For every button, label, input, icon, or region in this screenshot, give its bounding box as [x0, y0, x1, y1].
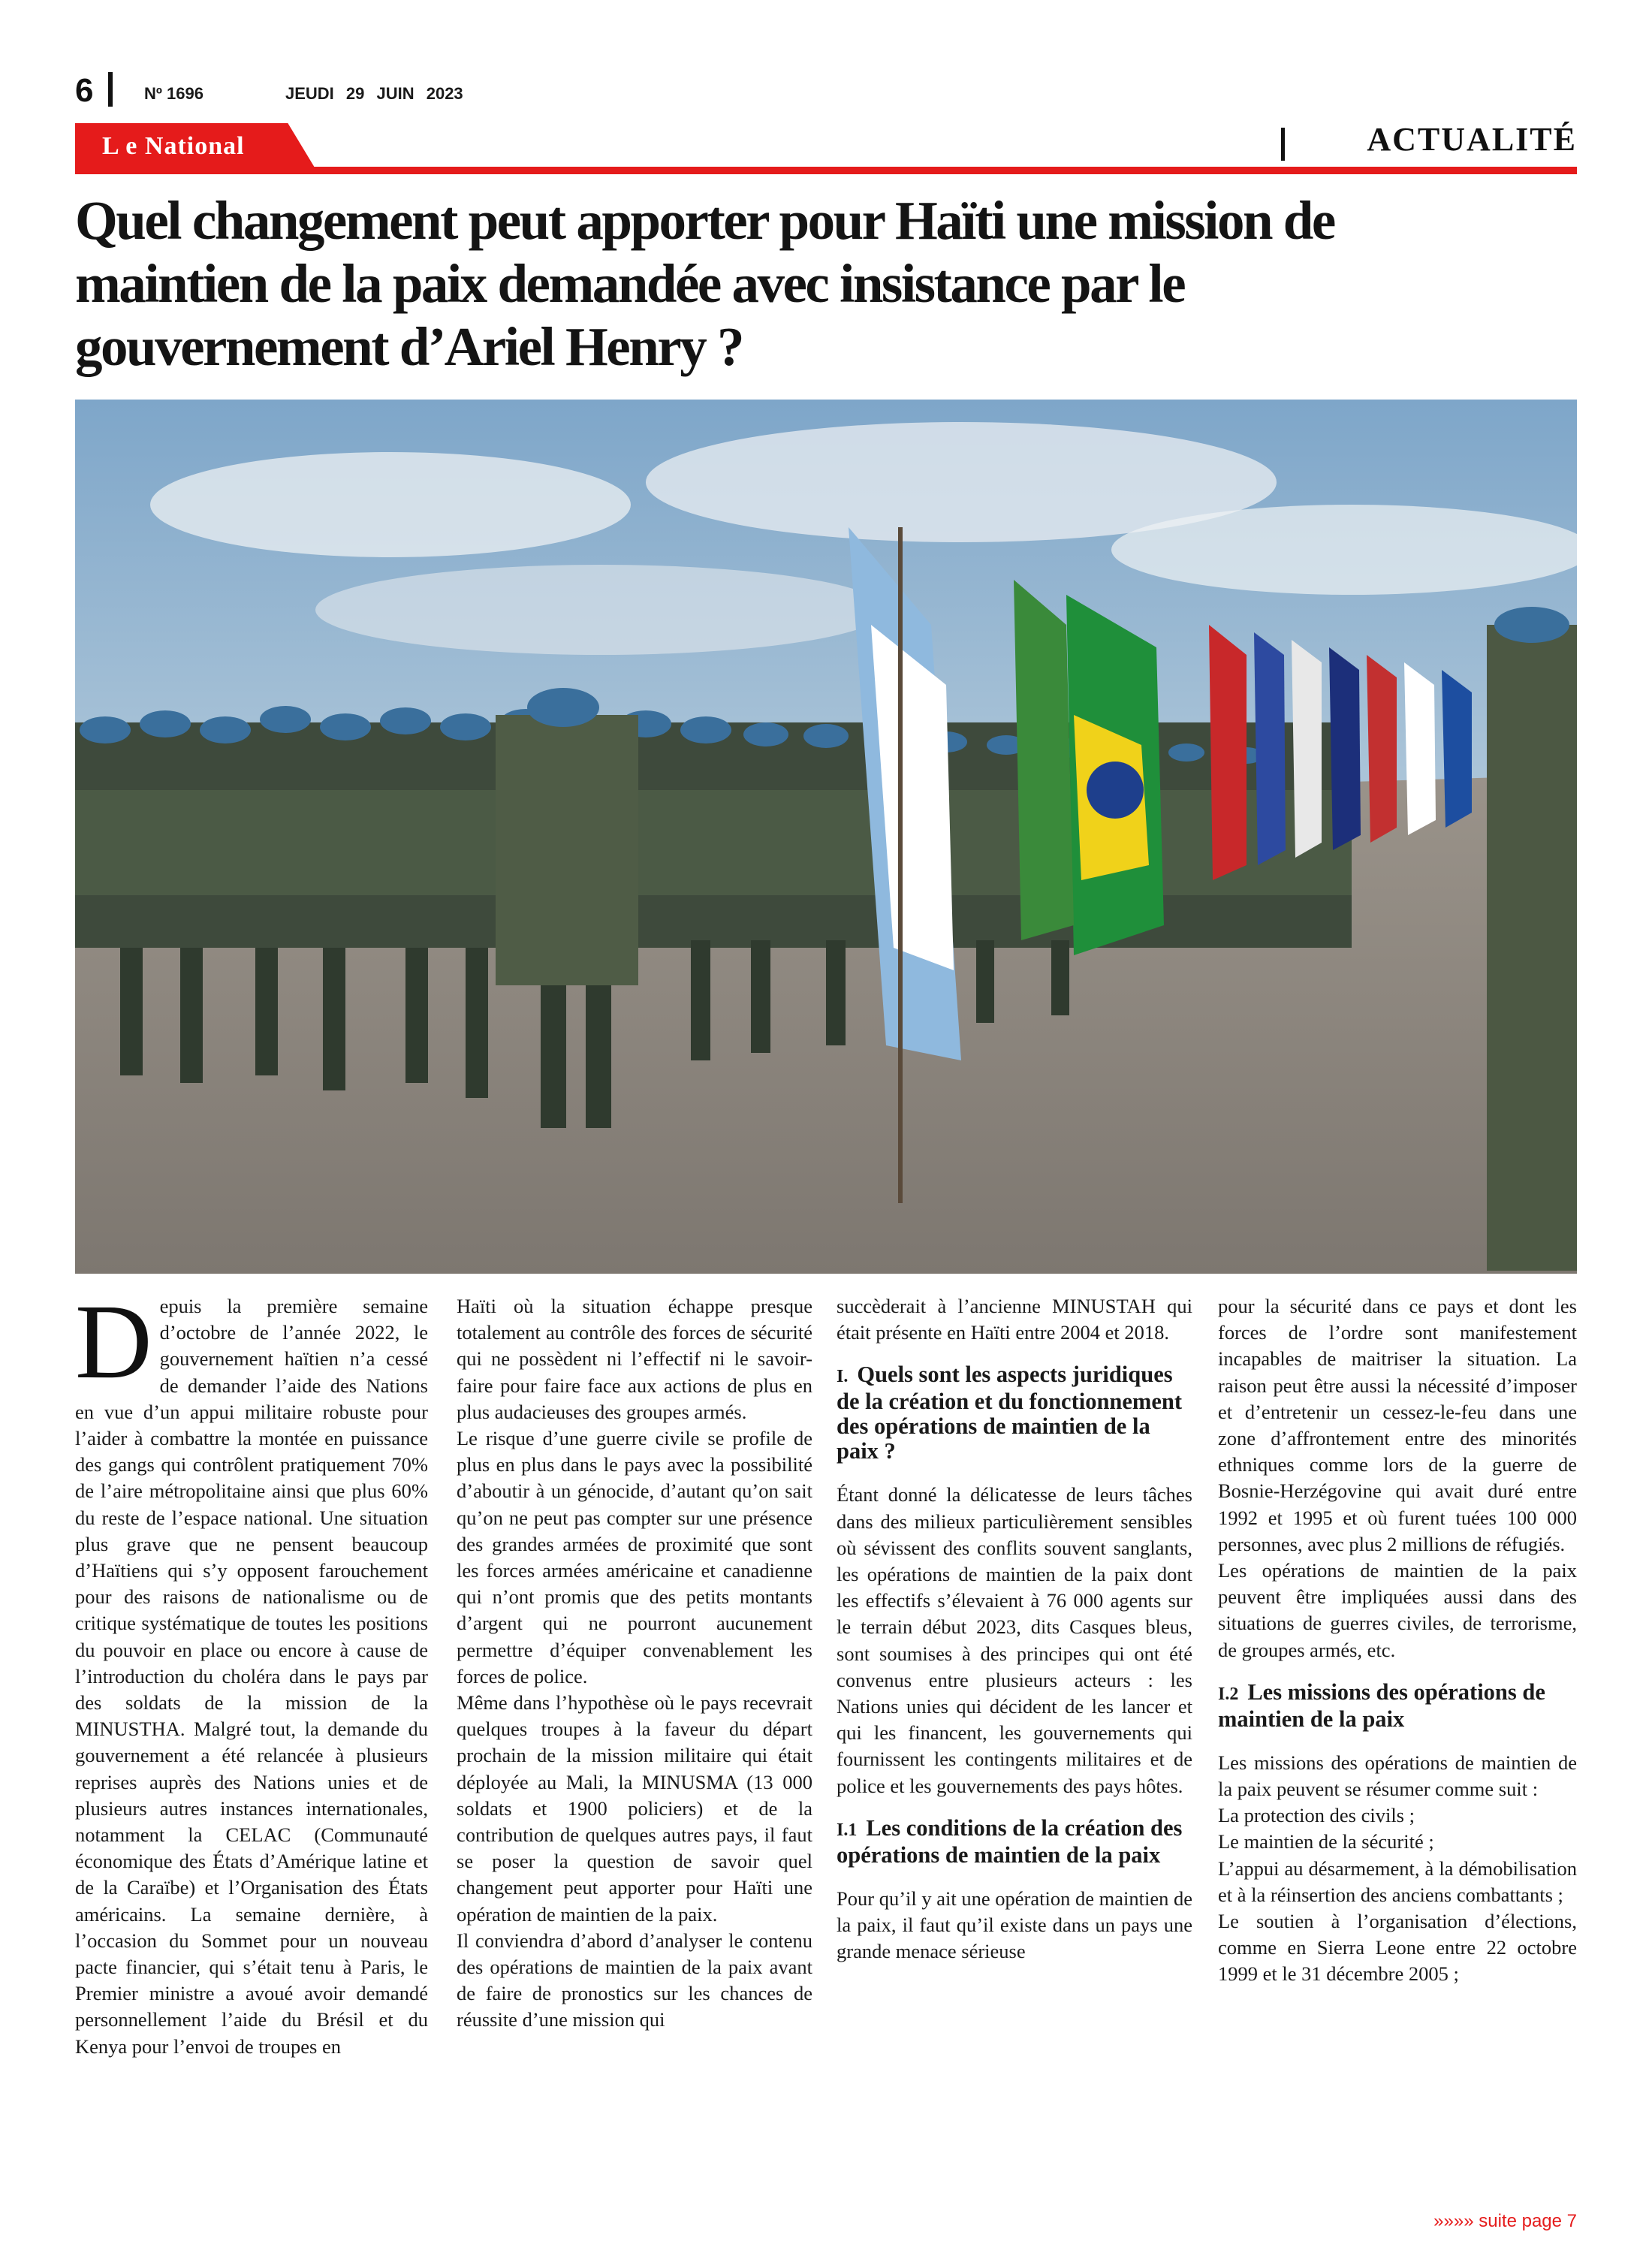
- paragraph: [75, 1282, 428, 2060]
- paragraph: Les missions des opérations de maintien de la paix peuvent se résumer comme suit :: [1218, 1751, 1577, 1801]
- paragraph: Étant donné la délicatesse de leurs tâches dans des milieux particulièrement sensibles où sévissent des conflits souvent sanglants, les opérations de maintien de la paix dont les effectifs s’élevaient à 76 000 agents sur le terrain début 2023, dits Casques bleus, sont soumises à des principes qui ont été convenus entre plusieurs acteurs : les Nations unies qui décident de les lancer et qui les financent, les gouvernements qui fournissent les contingents militaires et de police et les gouvernements des pays hôtes.: [837, 1483, 1192, 1797]
- drop-cap: D: [75, 1282, 152, 1401]
- article-photo: [75, 400, 1577, 1274]
- subheading: [837, 1816, 1192, 1868]
- paragraph: pour la sécurité dans ce pays et dont les forces de l’ordre sont manifestement incapables de maitriser la situation. La raison peut être aussi la nécessité d’imposer et d’entretenir un cessez-le-feu dans une zone d’affrontement entre des minorités ethniques comme lors de la guerre de Bosnie-Herzégovine qui avait duré entre 1992 et 1995 et où furent tuées 100 000 personnes, avec plus 2 millions de réfugiés.: [1218, 1295, 1577, 1555]
- paragraph: Le risque d’une guerre civile se profile de plus en plus dans le pays avec la possibilité d’aboutir à un génocide, d’autant qu’on sait qu’on ne peut pas compter sur une présence des grandes armées de proximité que sont les forces armées américaine et canadienne qui n’ont promis que des petits montants d’argent qui ne pourront aucunement permettre d’équiper convenablement les forces de police.: [457, 1427, 812, 1687]
- subheading-number: I.2: [1218, 1684, 1239, 1704]
- subheading-number: I.: [837, 1367, 849, 1387]
- paragraph: Il conviendra d’abord d’analyser le contenu des opérations de maintien de la paix avant de faire de pronostics sur les chances de réussite d’une mission qui: [457, 1929, 812, 2031]
- page-number-divider: [108, 72, 113, 107]
- subheading: [837, 1362, 1192, 1464]
- paragraph: succèderait à l’ancienne MINUSTAH qui était présente en Haïti entre 2004 et 2018.: [837, 1295, 1192, 1344]
- issue-number: Nº 1696: [144, 84, 203, 103]
- continued-link[interactable]: »»»» suite page 7: [1433, 2211, 1577, 2231]
- list-item: L’appui au désarmement, à la démobilisation et à la réinsertion des anciens combattants ;: [1218, 1856, 1577, 1906]
- subheading: [1218, 1680, 1577, 1732]
- subheading-number: I.1: [837, 1820, 858, 1840]
- section-divider: [1281, 128, 1285, 161]
- list-item: Le maintien de la sécurité ;: [1218, 1830, 1434, 1853]
- section-title: ACTUALITÉ: [1367, 121, 1577, 158]
- header-rule: [75, 167, 1577, 174]
- subheading-text: Les conditions de la création des opérations de maintien de la paix: [837, 1814, 1183, 1868]
- article-column-4: [1218, 1293, 1577, 1988]
- paragraph: Pour qu’il y ait une opération de maintien de la paix, il faut qu’il existe dans un pays une grande menace sérieuse: [837, 1887, 1192, 1963]
- issue-date: JEUDI 29 JUIN 2023: [285, 84, 463, 103]
- page-number: 6: [75, 72, 94, 109]
- subheading-text: Les missions des opérations de maintien de la paix: [1218, 1678, 1545, 1732]
- paragraph: Les opérations de maintien de la paix peuvent être impliquées aussi dans des situations de guerres civiles, de terrorisme, de groupes armés, etc.: [1218, 1559, 1577, 1661]
- list-item: La protection des civils ;: [1218, 1804, 1415, 1827]
- article-headline: Quel changement peut apporter pour Haïti une mission de maintien de la paix demandée avec insistance par le gouvernement d’Ariel Henry ?: [75, 190, 1334, 377]
- list-item: Le soutien à l’organisation d’élections, comme en Sierra Leone entre 22 octobre 1999 et le 31 décembre 2005 ;: [1218, 1910, 1577, 1986]
- subheading-text: Quels sont les aspects juridiques de la création et du fonctionnement des opérations de maintien de la paix ?: [837, 1362, 1182, 1464]
- paragraph: Haïti où la situation échappe presque totalement au contrôle des forces de sécurité qui ne possèdent ni l’effectif ni le savoir-faire pour faire face aux actions de plus en plus audacieuses des groupes armés.: [457, 1295, 812, 1423]
- article-column-3: [837, 1293, 1192, 1965]
- peacekeepers-parade-illustration: [75, 400, 1577, 1274]
- article-column-1: [75, 1282, 428, 2060]
- brand-label: L e National: [102, 132, 245, 160]
- paragraph: Même dans l’hypothèse où le pays recevrait quelques troupes à la faveur du départ prochain de la mission militaire qui était déployée au Mali, la MINUSMA (13 000 soldats et 1900 policiers) et de la contribution de quelques autres pays, il faut se poser la question de savoir quel changement peut apporter pour Haïti une opération de maintien de la paix.: [457, 1691, 812, 1926]
- article-column-2: [457, 1293, 812, 2034]
- paragraph-text: epuis la première semaine d’octobre de l’année 2022, le gouvernement haïtien n’a cessé de demander l’aide des Nations en vue d’un appui militaire robuste pour l’aider à combattre la montée en puissance des gangs qui contrôlent pratiquement 70% de l’aire métropolitaine ainsi que plus 60% du reste de l’espace national. Une situation plus grave que ne pensent beaucoup d’Haïtiens qui s’y opposent farouchement pour des raisons de nationalisme ou de critique systématique de toutes les positions du pouvoir en place ou encore à cause de l’introduction du choléra dans le pays par des soldats de la mission de la MINUSTHA. Malgré tout, la demande du gouvernement a été relancée à plusieurs reprises auprès des Nations unies et de plusieurs autres instances internationales, notamment la CELAC (Communauté économique des États d’Amérique latine et de la Caraïbe) et l’Organisation des États américains. La semaine dernière, à l’occasion du Sommet pour un nouveau pacte financier, qui s’était tenu à Paris, le Premier ministre a avoué avoir demandé personnellement l’aide du Brésil et du Kenya pour l’envoi de troupes en: [75, 1295, 428, 2058]
